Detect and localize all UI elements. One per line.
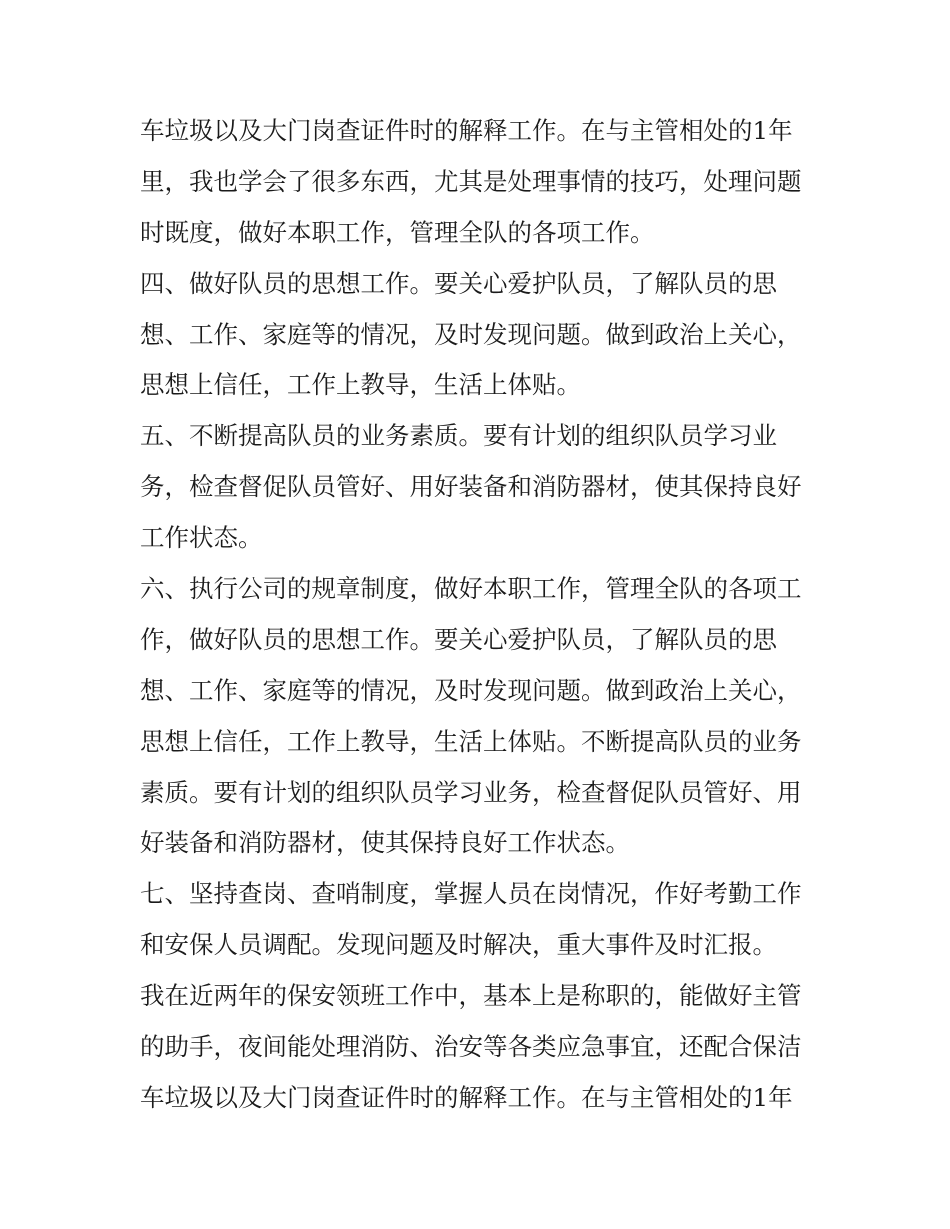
text-line: 我在近两年的保安领班工作中，基本上是称职的，能做好主管: [140, 981, 802, 1011]
text-line: 五、不断提高队员的业务素质。要有计划的组织队员学习业: [140, 421, 777, 451]
text-line: 七、坚持查岗、查哨制度，掌握人员在岗情况，作好考勤工作: [140, 879, 802, 909]
text-line: 和安保人员调配。发现问题及时解决，重大事件及时汇报。: [140, 930, 777, 960]
text-line: 务，检查督促队员管好、用好装备和消防器材，使其保持良好: [140, 472, 802, 502]
text-line: 四、做好队员的思想工作。要关心爱护队员，了解队员的思: [140, 268, 777, 298]
text-line: 想、工作、家庭等的情况，及时发现问题。做到政治上关心，: [140, 675, 802, 705]
text-line: 工作状态。: [140, 523, 263, 553]
text-line: 时既度，做好本职工作，管理全队的各项工作。: [140, 217, 655, 247]
text-line: 思想上信任，工作上教导，生活上体贴。不断提高队员的业务: [140, 726, 802, 756]
text-line: 车垃圾以及大门岗查证件时的解释工作。在与主管相处的1年: [140, 116, 793, 145]
text-line: 好装备和消防器材，使其保持良好工作状态。: [140, 828, 630, 858]
text-line: 的助手，夜间能处理消防、治安等各类应急事宜，还配合保洁: [140, 1032, 802, 1062]
text-line: 思想上信任，工作上教导，生活上体贴。: [140, 370, 581, 400]
text-line: 作，做好队员的思想工作。要关心爱护队员，了解队员的思: [140, 624, 777, 654]
text-line: 想、工作、家庭等的情况，及时发现问题。做到政治上关心，: [140, 319, 802, 349]
text-line: 素质。要有计划的组织队员学习业务，检查督促队员管好、用: [140, 777, 802, 807]
document-body: [140, 106, 820, 1124]
text-line: 车垃圾以及大门岗查证件时的解释工作。在与主管相处的1年: [140, 1082, 793, 1112]
text-line: 里，我也学会了很多东西，尤其是处理事情的技巧，处理问题: [140, 166, 802, 196]
text-line: 六、执行公司的规章制度，做好本职工作，管理全队的各项工: [140, 574, 802, 604]
